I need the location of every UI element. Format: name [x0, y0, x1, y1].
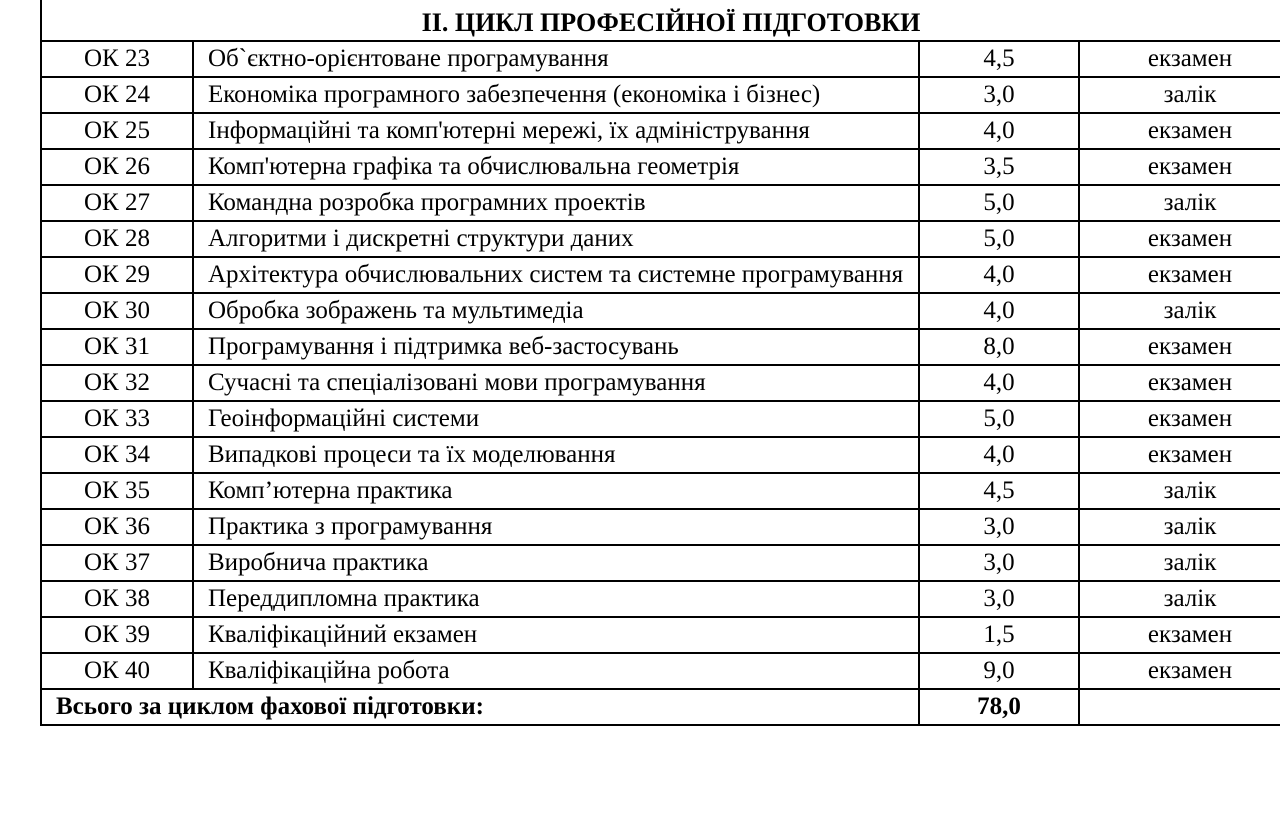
- course-code: ОК 24: [41, 77, 193, 113]
- course-name: Інформаційні та комп'ютерні мережі, їх адміністрування: [193, 113, 919, 149]
- course-credits: 4,0: [919, 437, 1079, 473]
- table-row: [41, 293, 1280, 329]
- total-control-empty: [1079, 689, 1280, 725]
- course-credits: 1,5: [919, 617, 1079, 653]
- table-row: [41, 473, 1280, 509]
- course-control-form: залік: [1079, 473, 1280, 509]
- course-code: ОК 23: [41, 41, 193, 77]
- course-code: ОК 40: [41, 653, 193, 689]
- course-name: Алгоритми і дискретні структури даних: [193, 221, 919, 257]
- course-control-form: екзамен: [1079, 221, 1280, 257]
- course-credits: 3,0: [919, 509, 1079, 545]
- table-row: [41, 41, 1280, 77]
- table-row: [41, 185, 1280, 221]
- course-code: ОК 37: [41, 545, 193, 581]
- course-control-form: залік: [1079, 581, 1280, 617]
- table-row: [41, 149, 1280, 185]
- course-code: ОК 26: [41, 149, 193, 185]
- course-control-form: залік: [1079, 77, 1280, 113]
- curriculum-page: [40, 0, 1280, 839]
- course-control-form: залік: [1079, 185, 1280, 221]
- course-name: Переддипломна практика: [193, 581, 919, 617]
- course-name: Командна розробка програмних проектів: [193, 185, 919, 221]
- course-code: ОК 38: [41, 581, 193, 617]
- course-name: Архітектура обчислювальних систем та системне програмування: [193, 257, 919, 293]
- course-name: Економіка програмного забезпечення (економіка і бізнес): [193, 77, 919, 113]
- course-name: Програмування і підтримка веб-застосувань: [193, 329, 919, 365]
- course-credits: 4,0: [919, 293, 1079, 329]
- course-control-form: екзамен: [1079, 617, 1280, 653]
- course-control-form: залік: [1079, 293, 1280, 329]
- course-control-form: екзамен: [1079, 365, 1280, 401]
- course-name: Кваліфікаційний екзамен: [193, 617, 919, 653]
- course-code: ОК 39: [41, 617, 193, 653]
- table-row: [41, 113, 1280, 149]
- section-header-row: [41, 0, 1280, 41]
- course-name: Об`єктно-орієнтоване програмування: [193, 41, 919, 77]
- course-control-form: екзамен: [1079, 437, 1280, 473]
- total-label: Всього за циклом фахової підготовки:: [41, 689, 919, 725]
- table-row: [41, 77, 1280, 113]
- course-credits: 5,0: [919, 185, 1079, 221]
- total-row: [41, 689, 1280, 725]
- course-name: Комп’ютерна практика: [193, 473, 919, 509]
- course-code: ОК 33: [41, 401, 193, 437]
- table-row: [41, 581, 1280, 617]
- course-control-form: залік: [1079, 545, 1280, 581]
- course-code: ОК 32: [41, 365, 193, 401]
- course-control-form: екзамен: [1079, 41, 1280, 77]
- course-credits: 4,0: [919, 113, 1079, 149]
- course-control-form: екзамен: [1079, 113, 1280, 149]
- course-name: Кваліфікаційна робота: [193, 653, 919, 689]
- course-name: Практика з програмування: [193, 509, 919, 545]
- course-control-form: екзамен: [1079, 149, 1280, 185]
- course-name: Випадкові процеси та їх моделювання: [193, 437, 919, 473]
- table-row: [41, 653, 1280, 689]
- section-title: II. ЦИКЛ ПРОФЕСІЙНОЇ ПІДГОТОВКИ: [41, 0, 1280, 41]
- course-credits: 3,0: [919, 545, 1079, 581]
- table-row: [41, 401, 1280, 437]
- course-control-form: екзамен: [1079, 653, 1280, 689]
- course-code: ОК 36: [41, 509, 193, 545]
- table-row: [41, 329, 1280, 365]
- table-row: [41, 509, 1280, 545]
- course-code: ОК 29: [41, 257, 193, 293]
- course-code: ОК 31: [41, 329, 193, 365]
- course-credits: 9,0: [919, 653, 1079, 689]
- course-credits: 4,0: [919, 257, 1079, 293]
- total-credits: 78,0: [919, 689, 1079, 725]
- course-credits: 4,0: [919, 365, 1079, 401]
- course-credits: 4,5: [919, 41, 1079, 77]
- course-name: Сучасні та спеціалізовані мови програмування: [193, 365, 919, 401]
- table-row: [41, 545, 1280, 581]
- course-control-form: екзамен: [1079, 257, 1280, 293]
- course-name: Геоінформаційні системи: [193, 401, 919, 437]
- course-control-form: екзамен: [1079, 329, 1280, 365]
- table-row: [41, 221, 1280, 257]
- course-code: ОК 27: [41, 185, 193, 221]
- course-name: Комп'ютерна графіка та обчислювальна геометрія: [193, 149, 919, 185]
- course-control-form: залік: [1079, 509, 1280, 545]
- course-name: Виробнича практика: [193, 545, 919, 581]
- course-name: Обробка зображень та мультимедіа: [193, 293, 919, 329]
- course-code: ОК 30: [41, 293, 193, 329]
- course-code: ОК 34: [41, 437, 193, 473]
- table-row: [41, 437, 1280, 473]
- table-body: [41, 0, 1280, 725]
- course-credits: 4,5: [919, 473, 1079, 509]
- course-credits: 3,0: [919, 77, 1079, 113]
- table-row: [41, 257, 1280, 293]
- table-row: [41, 617, 1280, 653]
- course-code: ОК 25: [41, 113, 193, 149]
- course-credits: 5,0: [919, 401, 1079, 437]
- course-credits: 5,0: [919, 221, 1079, 257]
- course-credits: 3,5: [919, 149, 1079, 185]
- course-control-form: екзамен: [1079, 401, 1280, 437]
- curriculum-table: [40, 0, 1280, 726]
- course-code: ОК 35: [41, 473, 193, 509]
- course-credits: 3,0: [919, 581, 1079, 617]
- course-credits: 8,0: [919, 329, 1079, 365]
- course-code: ОК 28: [41, 221, 193, 257]
- table-row: [41, 365, 1280, 401]
